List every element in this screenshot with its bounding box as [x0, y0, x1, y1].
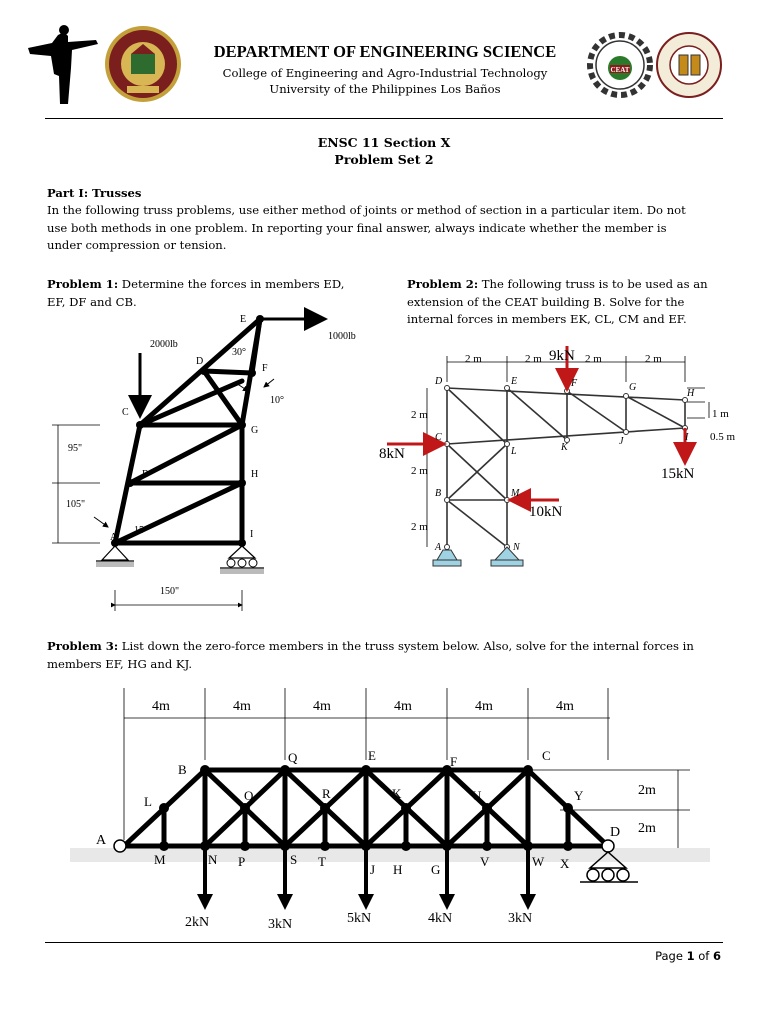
p1-angle-label: 10°: [270, 395, 284, 406]
p1-dim-label: 150": [160, 586, 180, 597]
p1-angle-label: 15°: [134, 525, 148, 536]
p3-mid-node-label: K: [392, 786, 402, 801]
p1-dim-label: 105": [66, 499, 86, 510]
p3-mid-node-label: R: [322, 786, 331, 801]
p3-spacing-label: 4m: [475, 699, 493, 714]
p3-mid-node-label: O: [244, 788, 254, 803]
of-word: of: [698, 949, 710, 963]
problem2-text: internal forces in members EK, CL, CM and EF.: [407, 312, 687, 326]
p2-spacing-label: 2 m: [411, 521, 428, 533]
p2-node-label: C: [435, 432, 442, 443]
p3-top-node-label: E: [368, 748, 376, 763]
page-indicator: [655, 949, 721, 963]
p1-load-label: 1000lb: [328, 331, 356, 342]
page-total: 6: [712, 949, 721, 963]
p1-node-label: G: [251, 425, 259, 436]
p3-top-node-label: Q: [288, 750, 298, 765]
es-department-logo: [654, 30, 724, 100]
p2-node-label: E: [511, 376, 518, 387]
p3-bottom-node-label: T: [318, 854, 326, 869]
p3-bottom-node-label: W: [532, 854, 545, 869]
part1-intro: [47, 202, 727, 255]
p2-node-label: B: [435, 488, 442, 499]
p3-spacing-label: 4m: [313, 699, 331, 714]
p1-dim-label: 95": [68, 443, 83, 454]
p3-end-label: A: [96, 833, 107, 848]
p2-node-label: I: [685, 432, 689, 443]
problem2-truss-figure: [375, 340, 765, 580]
ceat-logo-label: CEAT: [610, 66, 630, 74]
page-word: Page: [655, 949, 683, 963]
p3-bottom-node-label: H: [393, 862, 403, 877]
problem2-text: The following truss is to be used as an: [478, 277, 708, 291]
problem1-truss-figure: [40, 305, 370, 615]
p2-node-label: J: [619, 436, 624, 447]
p2-load-label: 9kN: [549, 348, 575, 364]
p3-load-label: 5kN: [347, 911, 372, 926]
p3-spacing-label: 4m: [233, 699, 251, 714]
statue-logo: [24, 18, 102, 106]
p1-node-label: F: [262, 363, 268, 374]
p3-load-label: 2kN: [185, 915, 210, 930]
p3-load-label: 3kN: [508, 911, 533, 926]
p2-node-label: M: [511, 488, 520, 499]
p3-bottom-node-label: V: [480, 854, 490, 869]
problem3-text: List down the zero-force members in the truss system below. Also, solve for the internal forces in: [118, 639, 694, 653]
university-name: University of the Philippines Los Baños: [269, 82, 501, 96]
problem2-label: Problem 2:: [407, 277, 479, 291]
department-title: DEPARTMENT OF ENGINEERING SCIENCE: [213, 42, 557, 61]
page-number: 1: [686, 949, 695, 963]
problem1-text: EF, DF and CB.: [47, 294, 137, 309]
p3-height-label: 2m: [638, 783, 656, 798]
p2-spacing-label: 2 m: [411, 409, 428, 421]
part1-heading: Part I: Trusses: [47, 186, 142, 200]
p3-spacing-label: 4m: [394, 699, 412, 714]
p2-load-label: 15kN: [661, 466, 695, 482]
p1-node-label: B: [142, 469, 149, 480]
p2-node-label: K: [561, 442, 568, 453]
problem2-statement: [407, 276, 723, 329]
p2-node-label: H: [687, 388, 695, 399]
uplb-seal-logo: [103, 24, 183, 104]
part1-intro-line: under compression or tension.: [47, 238, 227, 252]
p2-spacing-label: 2 m: [411, 465, 428, 477]
problem2-text: extension of the CEAT building B. Solve for the: [407, 294, 685, 309]
footer-rule: [45, 942, 723, 943]
p1-node-label: I: [250, 529, 254, 540]
p1-node-label: E: [240, 314, 247, 325]
problem3-text: members EF, HG and KJ.: [47, 656, 193, 671]
p1-load-label: 2000lb: [150, 339, 178, 350]
problem3-statement: [47, 638, 727, 673]
part1-intro-line: use both methods in one problem. In reporting your final answer, always indicate whether the member is: [47, 220, 667, 235]
p1-node-label: C: [122, 407, 129, 418]
p3-top-node-label: B: [178, 762, 187, 777]
p2-node-label: G: [629, 382, 637, 393]
p2-dim-label: 0.5 m: [710, 431, 736, 443]
p3-mid-node-label: Y: [574, 788, 584, 803]
p1-node-label: A: [110, 532, 118, 543]
p3-height-label: 2m: [638, 821, 656, 836]
p2-node-label: F: [571, 378, 578, 389]
problem1-text: Determine the forces in members ED,: [118, 277, 345, 291]
p3-spacing-label: 4m: [556, 699, 574, 714]
p3-bottom-node-label: P: [238, 854, 246, 869]
ceat-gear-logo: [587, 32, 653, 98]
p3-bottom-node-label: X: [560, 856, 570, 871]
p2-node-label: L: [511, 446, 517, 457]
problem-set-title: Problem Set 2: [334, 152, 434, 167]
p1-node-label: D: [196, 356, 204, 367]
p2-load-label: 8kN: [379, 446, 405, 462]
p1-angle-label: 30°: [232, 347, 246, 358]
p3-end-label: D: [610, 825, 621, 840]
course-title: ENSC 11 Section X: [317, 135, 451, 150]
p3-mid-node-label: L: [144, 794, 152, 809]
problem3-truss-figure: [60, 680, 740, 940]
p3-bottom-node-label: N: [208, 852, 218, 867]
p3-bottom-node-label: M: [154, 852, 166, 867]
p3-top-node-label: F: [450, 754, 458, 769]
p2-spacing-label: 2 m: [585, 353, 602, 365]
p2-spacing-label: 2 m: [525, 353, 542, 365]
problem3-label: Problem 3:: [47, 639, 119, 653]
p2-dim-label: 1 m: [712, 408, 729, 420]
p2-node-label: N: [513, 542, 520, 553]
p3-bottom-node-label: J: [370, 862, 376, 877]
p3-bottom-node-label: S: [290, 852, 298, 867]
p1-node-label: H: [251, 469, 259, 480]
p3-load-label: 3kN: [268, 917, 293, 932]
p2-spacing-label: 2 m: [645, 353, 662, 365]
problem1-label: Problem 1:: [47, 277, 119, 291]
p2-load-label: 10kN: [529, 504, 563, 520]
p3-top-node-label: C: [542, 748, 551, 763]
p2-spacing-label: 2 m: [465, 353, 482, 365]
p3-load-label: 4kN: [428, 911, 453, 926]
p2-node-label: D: [435, 376, 443, 387]
p2-node-label: A: [435, 542, 442, 553]
part1-intro-line: In the following truss problems, use either method of joints or method of section in a particular item. Do not: [47, 203, 686, 217]
p3-bottom-node-label: G: [431, 862, 441, 877]
college-name: College of Engineering and Agro-Industrial Technology: [222, 66, 548, 80]
header-rule: [45, 118, 723, 119]
p3-spacing-label: 4m: [152, 699, 170, 714]
p3-mid-node-label: U: [472, 788, 482, 803]
